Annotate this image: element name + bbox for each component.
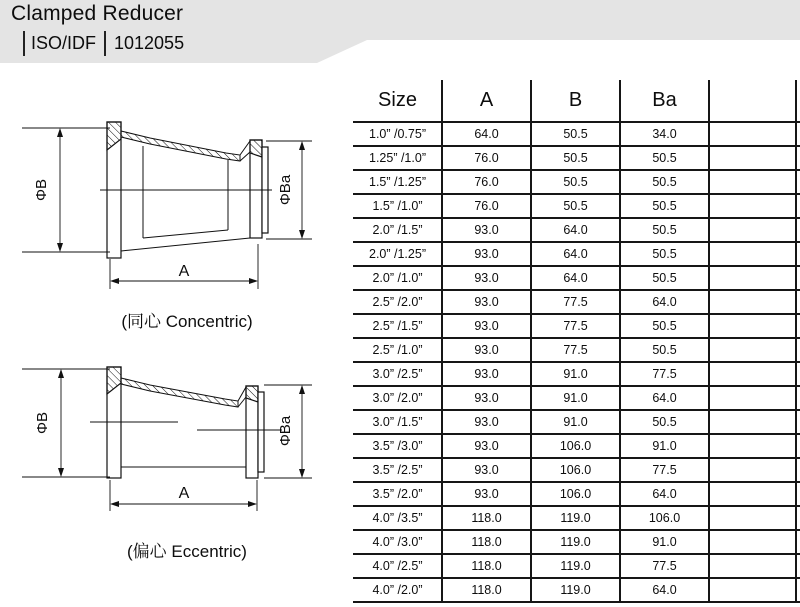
table-row	[353, 483, 800, 507]
dim-label-phi-ba: ΦBa	[277, 174, 294, 206]
table-cell-size: 2.0” /1.5”	[372, 223, 423, 237]
table-cell-size: 4.0” /3.0”	[372, 535, 423, 549]
table-cell-empty	[709, 267, 800, 289]
table-cell-size: 4.0” /2.5”	[372, 559, 423, 573]
table-cell-b: 106.0	[559, 487, 592, 501]
table-cell-b: 91.0	[563, 391, 588, 405]
table-cell-ba: 64.0	[652, 295, 677, 309]
table-row	[353, 459, 800, 483]
table-cell-a: 76.0	[474, 199, 499, 213]
table-cell-a: 93.0	[474, 487, 499, 501]
table-cell-size: 2.0” /1.0”	[372, 271, 423, 285]
concentric-diagram	[0, 95, 360, 340]
eccentric-caption: (偏心 Eccentric)	[127, 542, 247, 561]
table-cell-empty	[709, 363, 800, 385]
table-cell-size: 2.5” /2.0”	[372, 295, 423, 309]
table-cell-b: 64.0	[563, 271, 588, 285]
table-cell-ba: 50.5	[652, 175, 677, 189]
divider-bar	[104, 31, 106, 56]
table-cell-a: 93.0	[474, 439, 499, 453]
table-cell-b: 119.0	[560, 583, 591, 597]
table-cell-ba: 77.5	[652, 367, 677, 381]
dim-label-phi-b: ΦB	[34, 412, 51, 434]
table-cell-size: 2.5” /1.5”	[372, 319, 423, 333]
table-cell-a: 93.0	[474, 223, 499, 237]
table-cell-size: 3.0” /1.5”	[372, 415, 423, 429]
table-cell-a: 93.0	[474, 415, 499, 429]
table-cell-b: 50.5	[563, 127, 588, 141]
table-row	[353, 411, 800, 435]
table-cell-a: 93.0	[474, 271, 499, 285]
table-body	[353, 123, 800, 603]
table-row	[353, 267, 800, 291]
dimension-table	[353, 80, 800, 603]
table-row	[353, 171, 800, 195]
table-row	[353, 339, 800, 363]
table-cell-empty	[709, 147, 800, 169]
table-cell-size: 3.5” /3.0”	[372, 439, 423, 453]
table-cell-size: 3.0” /2.5”	[372, 367, 423, 381]
table-row	[353, 147, 800, 171]
table-cell-empty	[709, 579, 800, 601]
table-gridline	[441, 80, 443, 603]
table-cell-empty	[709, 435, 800, 457]
table-cell-ba: 77.5	[652, 559, 677, 573]
table-cell-ba: 91.0	[652, 439, 677, 453]
eccentric-diagram	[0, 355, 360, 607]
table-cell-b: 91.0	[563, 367, 588, 381]
table-cell-empty	[709, 459, 800, 481]
table-cell-ba: 64.0	[652, 583, 677, 597]
table-cell-size: 2.5” /1.0”	[372, 343, 423, 357]
table-cell-empty	[709, 555, 800, 577]
table-cell-size: 3.5” /2.5”	[372, 463, 423, 477]
table-gridline	[795, 80, 797, 603]
table-cell-b: 77.5	[563, 295, 588, 309]
table-cell-b: 91.0	[563, 415, 588, 429]
table-cell-empty	[709, 291, 800, 313]
table-cell-empty	[709, 411, 800, 433]
table-gridline	[530, 80, 532, 603]
table-cell-a: 118.0	[471, 559, 502, 573]
table-cell-a: 76.0	[474, 151, 499, 165]
table-cell-size: 3.0” /2.0”	[372, 391, 423, 405]
table-cell-a: 93.0	[474, 319, 499, 333]
table-cell-b: 50.5	[563, 199, 588, 213]
table-cell-empty	[709, 531, 800, 553]
table-cell-a: 93.0	[474, 295, 499, 309]
table-cell-empty	[709, 387, 800, 409]
dim-label-phi-ba: ΦBa	[277, 415, 294, 447]
table-cell-ba: 64.0	[652, 487, 677, 501]
table-cell-ba: 50.5	[652, 223, 677, 237]
table-cell-empty	[709, 315, 800, 337]
table-cell-ba: 106.0	[648, 511, 681, 525]
table-cell-ba: 50.5	[652, 271, 677, 285]
page-title: Clamped Reducer	[11, 2, 184, 25]
table-cell-a: 93.0	[474, 247, 499, 261]
table-cell-a: 118.0	[471, 511, 502, 525]
table-row	[353, 507, 800, 531]
table-row	[353, 387, 800, 411]
column-header-size: Size	[378, 89, 417, 111]
table-row	[353, 363, 800, 387]
table-cell-ba: 50.5	[652, 247, 677, 261]
standard-label: ISO/IDF	[31, 33, 97, 53]
table-cell-ba: 34.0	[652, 127, 677, 141]
table-cell-empty	[709, 507, 800, 529]
table-cell-a: 93.0	[474, 391, 499, 405]
table-row	[353, 579, 800, 603]
table-cell-empty	[709, 339, 800, 361]
table-cell-b: 50.5	[563, 175, 588, 189]
table-cell-b: 77.5	[563, 319, 588, 333]
table-cell-ba: 50.5	[652, 319, 677, 333]
table-row	[353, 123, 800, 147]
table-cell-b: 50.5	[563, 151, 588, 165]
table-cell-empty	[709, 123, 800, 145]
table-cell-empty	[709, 171, 800, 193]
table-cell-a: 64.0	[474, 127, 499, 141]
table-cell-a: 76.0	[474, 175, 499, 189]
dim-label-phi-b: ΦB	[33, 179, 50, 201]
table-cell-empty	[709, 219, 800, 241]
table-cell-size: 2.0” /1.25”	[369, 247, 426, 261]
table-gridline	[619, 80, 621, 603]
table-cell-a: 118.0	[471, 583, 502, 597]
table-cell-ba: 91.0	[652, 535, 677, 549]
table-cell-a: 93.0	[474, 367, 499, 381]
column-header-a: A	[479, 89, 494, 111]
concentric-caption: (同心 Concentric)	[121, 312, 253, 331]
table-cell-b: 106.0	[559, 463, 592, 477]
table-cell-b: 119.0	[560, 511, 591, 525]
table-gridline	[708, 80, 710, 603]
table-cell-size: 4.0” /2.0”	[372, 583, 423, 597]
column-header-b: B	[568, 89, 583, 111]
table-cell-empty	[709, 195, 800, 217]
table-cell-ba: 64.0	[652, 391, 677, 405]
table-row	[353, 219, 800, 243]
divider-bar	[23, 31, 25, 56]
table-row	[353, 315, 800, 339]
table-cell-ba: 50.5	[652, 415, 677, 429]
product-code: 1012055	[114, 33, 185, 53]
table-cell-b: 119.0	[560, 535, 591, 549]
table-cell-b: 119.0	[560, 559, 591, 573]
section-hatch	[121, 378, 238, 407]
table-row	[353, 291, 800, 315]
table-cell-size: 3.5” /2.0”	[372, 487, 423, 501]
table-cell-b: 106.0	[559, 439, 592, 453]
table-row	[353, 435, 800, 459]
table-cell-ba: 50.5	[652, 343, 677, 357]
table-cell-ba: 50.5	[652, 199, 677, 213]
column-header-empty	[709, 80, 800, 121]
table-cell-size: 1.25” /1.0”	[369, 151, 426, 165]
table-cell-empty	[709, 483, 800, 505]
table-cell-a: 118.0	[471, 535, 502, 549]
dim-label-a: A	[178, 263, 190, 280]
table-cell-ba: 77.5	[652, 463, 677, 477]
table-cell-a: 93.0	[474, 463, 499, 477]
table-header-row	[353, 80, 800, 123]
table-cell-b: 77.5	[563, 343, 588, 357]
section-hatch	[121, 131, 240, 161]
table-row	[353, 243, 800, 267]
table-cell-b: 64.0	[563, 223, 588, 237]
table-cell-size: 4.0” /3.5”	[372, 511, 423, 525]
table-cell-b: 64.0	[563, 247, 588, 261]
table-row	[353, 195, 800, 219]
table-row	[353, 531, 800, 555]
column-header-ba: Ba	[652, 89, 677, 111]
table-cell-size: 1.5” /1.25”	[369, 175, 426, 189]
table-cell-size: 1.0” /0.75”	[369, 127, 426, 141]
table-cell-size: 1.5” /1.0”	[372, 199, 423, 213]
table-row	[353, 555, 800, 579]
table-cell-a: 93.0	[474, 343, 499, 357]
table-cell-empty	[709, 243, 800, 265]
table-cell-ba: 50.5	[652, 151, 677, 165]
dim-label-a: A	[178, 485, 190, 502]
